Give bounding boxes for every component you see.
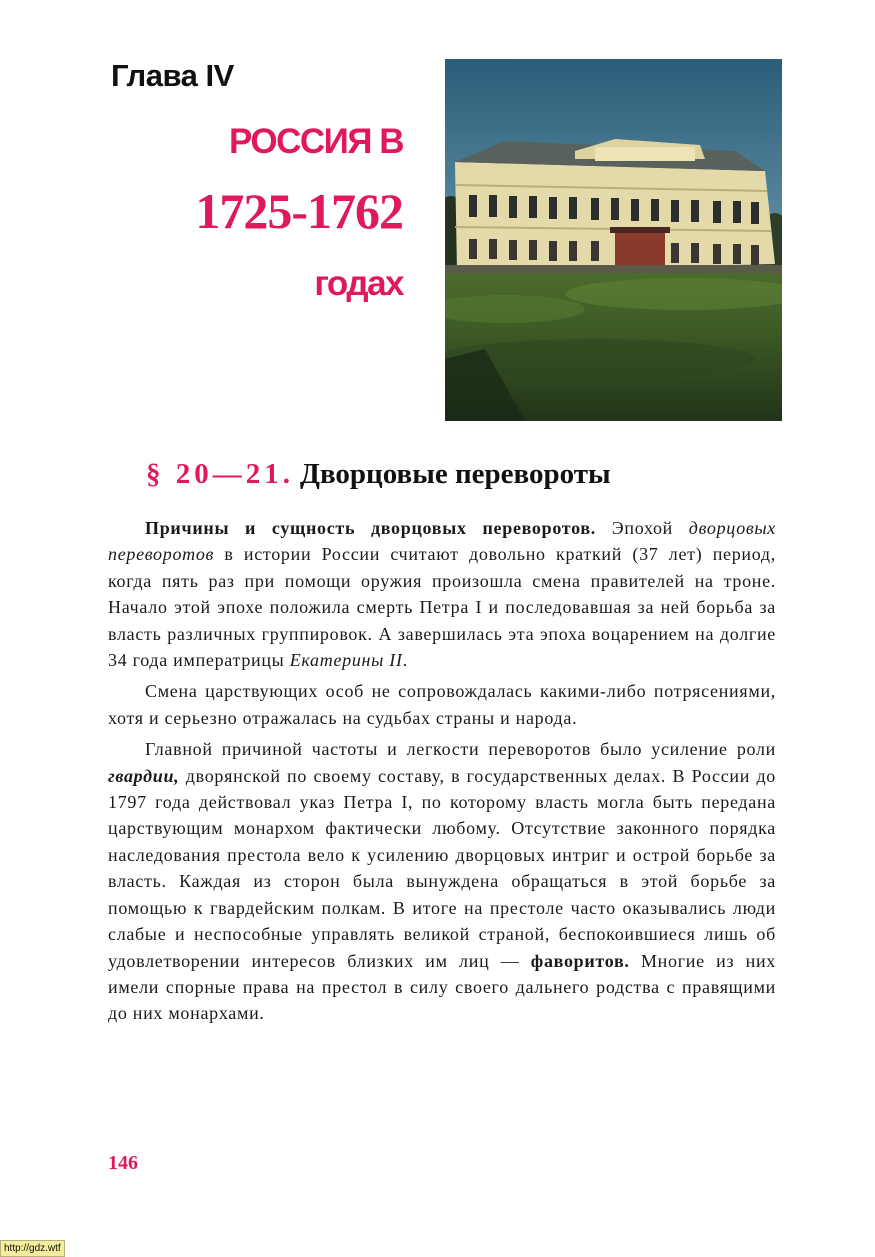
paragraph-text: дворянской по своему составу, в государственных делах. В России до 1797 года действовал указ Петра I, по которому власть могла быть передана царствующим монархом фактически любому. Отсутствие законного порядка наследования престола вело к усилению дворцовых интриг и острой борьбе за власть. Каждая из сторон была вынуждена обращаться в этой борьбе за помощью к гвардейским полкам. В итоге на престоле часто оказывались люди слабые и неспособные управлять великой страной, беспокоившиеся лишь об удовлетворении интересов близких им лиц —	[108, 765, 776, 971]
page-number: 146	[108, 1152, 138, 1174]
section-title: Дворцовые перевороты	[300, 458, 611, 490]
paragraph-3	[108, 736, 776, 1026]
paragraph-text: .	[402, 650, 408, 671]
palace-photo	[445, 59, 782, 421]
paragraph-term: фаворитов.	[530, 950, 630, 971]
paragraph-2: Смена царствующих особ не сопровождалась какими-либо потрясениями, хотя и серьезно отражалась на судьбах страны и народа.	[108, 681, 776, 728]
paragraph-lead: Причины и сущность дворцовых переворотов.	[145, 518, 596, 538]
paragraph-term: дворцовых переворотов	[108, 518, 776, 565]
paragraph-text: в истории России считают довольно краткий (37 лет) период, когда пять раз при помощи оружия произошла смена правителей на троне. Начало этой эпохе положила смерть Петра I и последовавшая за ней борьба за власть различных группировок. А завершилась эта эпоха воцарением на долгие 34 года императрицы	[108, 544, 776, 671]
title-line-3: годах	[314, 264, 403, 303]
paragraph-name: Екатерины II	[289, 650, 403, 671]
paragraph-text: Эпохой	[595, 518, 689, 538]
section-heading	[146, 458, 611, 491]
chapter-title	[195, 118, 403, 312]
section-number: § 20—21.	[146, 458, 294, 490]
paragraph-text: Многие из них имели спорные права на престол в силу своего дальнего родства с правящими до них монархами.	[108, 950, 776, 1024]
body-text	[108, 515, 776, 1032]
paragraph-text: Главной причиной частоты и легкости переворотов было усиление роли	[145, 739, 776, 760]
watermark-link[interactable]: http://gdz.wtf	[0, 1240, 65, 1257]
paragraph-1	[108, 515, 776, 673]
title-line-1: РОССИЯ В	[229, 122, 403, 161]
chapter-label: Глава IV	[111, 58, 234, 93]
paragraph-term: гвардии,	[108, 765, 180, 786]
title-years: 1725-1762	[195, 183, 403, 239]
